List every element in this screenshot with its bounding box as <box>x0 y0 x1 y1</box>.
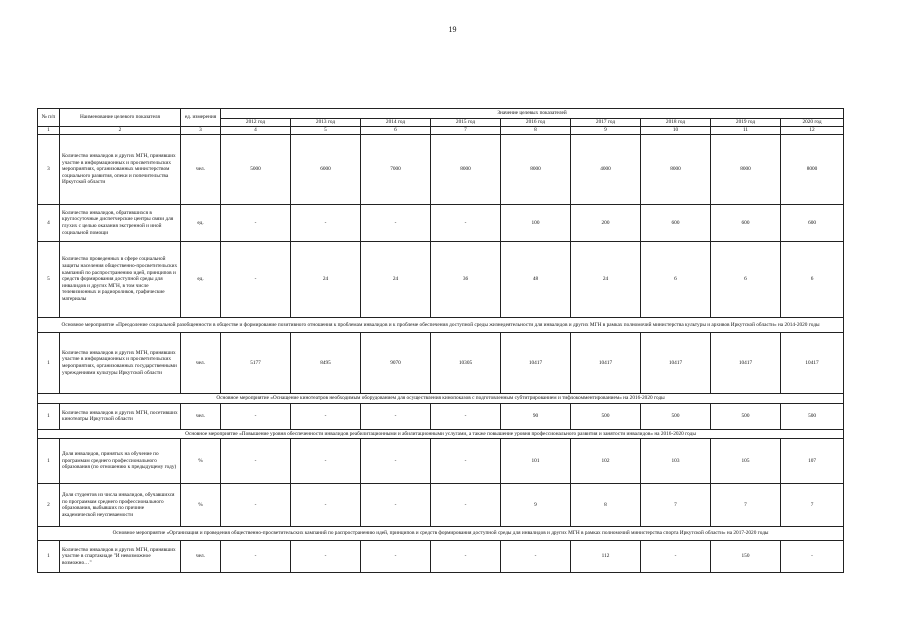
header-column-number: 4 <box>221 127 291 135</box>
value-cell: 10305 <box>431 333 501 394</box>
section-heading-row <box>38 429 844 439</box>
page-number: 19 <box>448 25 457 34</box>
value-cell: 8000 <box>781 135 844 205</box>
value-cell: - <box>431 205 501 242</box>
unit-cell: ед. <box>181 205 221 242</box>
unit-cell: чел. <box>181 541 221 573</box>
table-row <box>38 439 844 484</box>
value-cell: 9 <box>501 484 571 527</box>
target-indicators-table <box>37 108 844 573</box>
value-cell: 112 <box>571 541 641 573</box>
value-cell: 5000 <box>221 135 291 205</box>
table-row <box>38 135 844 205</box>
row-number: 5 <box>38 242 60 318</box>
header-column-number: 10 <box>641 127 711 135</box>
value-cell: - <box>221 439 291 484</box>
section-heading: Основное мероприятие «Повышение уровня обеспеченности инвалидов реабилитационными и абилитационными услугами, а также повышение уровня профессионального развития и занятости инвалидов» на 2016-2020 годы <box>38 429 844 439</box>
value-cell: - <box>221 205 291 242</box>
header-column-number: 7 <box>431 127 501 135</box>
value-cell: 8000 <box>501 135 571 205</box>
value-cell: 8495 <box>291 333 361 394</box>
header-column-number: 3 <box>181 127 221 135</box>
value-cell: - <box>431 484 501 527</box>
table-body <box>38 135 844 573</box>
header-year: 2016 год <box>501 119 571 127</box>
table-row <box>38 242 844 318</box>
value-cell: 101 <box>501 439 571 484</box>
header-year: 2019 год <box>711 119 781 127</box>
header-column-number: 1 <box>38 127 60 135</box>
header-unit: ед. измерения <box>181 109 221 127</box>
indicator-name: Доля инвалидов, принятых на обучение по программам среднего профессионального образования (по отношению к предыдущему году) <box>60 439 181 484</box>
value-cell: 24 <box>361 242 431 318</box>
header-year: 2020 год <box>781 119 844 127</box>
table-row <box>38 484 844 527</box>
header-column-number: 5 <box>291 127 361 135</box>
value-cell: 7 <box>711 484 781 527</box>
value-cell: 100 <box>501 205 571 242</box>
header-name: Наименование целевого показателя <box>60 109 181 127</box>
value-cell: - <box>781 541 844 573</box>
value-cell: 24 <box>571 242 641 318</box>
table-row <box>38 333 844 394</box>
header-year: 2012 год <box>221 119 291 127</box>
value-cell: 107 <box>781 439 844 484</box>
value-cell: 6 <box>781 242 844 318</box>
row-number: 1 <box>38 403 60 429</box>
value-cell: 500 <box>711 403 781 429</box>
value-cell: 8000 <box>431 135 501 205</box>
indicator-name: Количество инвалидов и других МГН, принявших участие в спартакиаде "И невозможное возможно…" <box>60 541 181 573</box>
value-cell: 103 <box>641 439 711 484</box>
value-cell: 500 <box>781 403 844 429</box>
row-number: 2 <box>38 484 60 527</box>
value-cell: 102 <box>571 439 641 484</box>
value-cell: - <box>291 541 361 573</box>
value-cell: 10417 <box>501 333 571 394</box>
header-year: 2018 год <box>641 119 711 127</box>
value-cell: 600 <box>711 205 781 242</box>
value-cell: - <box>641 541 711 573</box>
section-heading: Основное мероприятие «Организация и проведения общественно-просветительских кампаний по распространению идей, принципов и средств формирования доступной среды для инвалидов и других МГН в рамках полномочий министерства спорта Иркутской области» на 2017-2020 годы <box>38 527 844 541</box>
header-year: 2015 год <box>431 119 501 127</box>
row-number: 3 <box>38 135 60 205</box>
value-cell: 105 <box>711 439 781 484</box>
value-cell: 6 <box>711 242 781 318</box>
table-row <box>38 541 844 573</box>
unit-cell: чел. <box>181 135 221 205</box>
value-cell: 150 <box>711 541 781 573</box>
value-cell: - <box>221 484 291 527</box>
header-num: № п/п <box>38 109 60 127</box>
header-column-number: 6 <box>361 127 431 135</box>
value-cell: 8 <box>571 484 641 527</box>
value-cell: 10417 <box>571 333 641 394</box>
value-cell: 5177 <box>221 333 291 394</box>
value-cell: - <box>291 205 361 242</box>
value-cell: 500 <box>571 403 641 429</box>
header-values-group: Значение целевых показателей <box>221 109 844 119</box>
value-cell: - <box>431 439 501 484</box>
value-cell: - <box>501 541 571 573</box>
indicator-name: Количество инвалидов и других МГН, принявших участие в информационных и просветительских мероприятиях, организованных государственными учреждениями культуры Иркутской области <box>60 333 181 394</box>
value-cell: - <box>291 403 361 429</box>
value-cell: 6000 <box>291 135 361 205</box>
indicator-name: Количество инвалидов, обратившихся в круглосуточные диспетчерские центры связи для глухих с целью оказания экстренной и иной социальной помощи <box>60 205 181 242</box>
value-cell: 4000 <box>571 135 641 205</box>
value-cell: 7 <box>781 484 844 527</box>
value-cell: 9070 <box>361 333 431 394</box>
value-cell: - <box>221 541 291 573</box>
header-column-number: 11 <box>711 127 781 135</box>
value-cell: 10417 <box>711 333 781 394</box>
header-column-number: 12 <box>781 127 844 135</box>
value-cell: - <box>431 403 501 429</box>
section-heading-row <box>38 394 844 404</box>
value-cell: - <box>291 439 361 484</box>
value-cell: 10417 <box>781 333 844 394</box>
value-cell: 48 <box>501 242 571 318</box>
row-number: 1 <box>38 439 60 484</box>
value-cell: 6 <box>641 242 711 318</box>
value-cell: - <box>361 484 431 527</box>
unit-cell: % <box>181 439 221 484</box>
value-cell: - <box>221 242 291 318</box>
value-cell: 7000 <box>361 135 431 205</box>
section-heading: Основное мероприятие «Преодоление социальной разобщенности в обществе и формирование позитивного отношения к проблемам инвалидов и к проблеме обеспечения доступной среды жизнедеятельности для инвалидов и других МГН в рамках полномочий министерства культуры и архивов Иркутской области» на 2014-2020 годы <box>38 318 844 333</box>
value-cell: 7 <box>641 484 711 527</box>
unit-cell: чел. <box>181 333 221 394</box>
indicator-name: Количество инвалидов и других МГН, посетивших кинотеатры Иркутской области <box>60 403 181 429</box>
value-cell: - <box>221 403 291 429</box>
value-cell: 24 <box>291 242 361 318</box>
table-row <box>38 205 844 242</box>
header-year: 2013 год <box>291 119 361 127</box>
header-year: 2014 год <box>361 119 431 127</box>
row-number: 1 <box>38 333 60 394</box>
header-column-number: 9 <box>571 127 641 135</box>
value-cell: - <box>361 541 431 573</box>
row-number: 4 <box>38 205 60 242</box>
row-number: 1 <box>38 541 60 573</box>
header-column-number: 8 <box>501 127 571 135</box>
value-cell: 600 <box>781 205 844 242</box>
value-cell: - <box>291 484 361 527</box>
value-cell: 8000 <box>711 135 781 205</box>
value-cell: - <box>361 205 431 242</box>
value-cell: 600 <box>641 205 711 242</box>
unit-cell: % <box>181 484 221 527</box>
value-cell: 200 <box>571 205 641 242</box>
value-cell: - <box>361 403 431 429</box>
section-heading-row <box>38 318 844 333</box>
table-row <box>38 403 844 429</box>
unit-cell: ед. <box>181 242 221 318</box>
indicator-name: Количество проведенных в сфере социальной защиты населения общественно-просветительских кампаний по распространению идей, принципов и средств формирования доступной среды для инвалидов и других МГН, в том числе телевизионных и радиороликов, графические материалы <box>60 242 181 318</box>
section-heading: Основное мероприятие «Оснащение кинотеатров необходимым оборудованием для осуществления кинопоказов с подготовленным субтитрированием и тифлокомментированием» на 2016-2020 годы <box>38 394 844 404</box>
value-cell: 10417 <box>641 333 711 394</box>
header-column-numbers-row <box>38 127 844 135</box>
indicator-name: Количество инвалидов и других МГН, принявших участие в информационных и просветительских мероприятиях, организованных министерством социального развития, опеки и попечительства Иркутской области <box>60 135 181 205</box>
section-heading-row <box>38 527 844 541</box>
header-year: 2017 год <box>571 119 641 127</box>
value-cell: 500 <box>641 403 711 429</box>
unit-cell: чел. <box>181 403 221 429</box>
value-cell: 8000 <box>641 135 711 205</box>
indicator-name: Доля студентов из числа инвалидов, обучавшихся по программам среднего профессионального образования, выбывших по причине академической неуспеваемости <box>60 484 181 527</box>
header-column-number: 2 <box>60 127 181 135</box>
value-cell: 90 <box>501 403 571 429</box>
value-cell: 36 <box>431 242 501 318</box>
value-cell: - <box>431 541 501 573</box>
value-cell: - <box>361 439 431 484</box>
